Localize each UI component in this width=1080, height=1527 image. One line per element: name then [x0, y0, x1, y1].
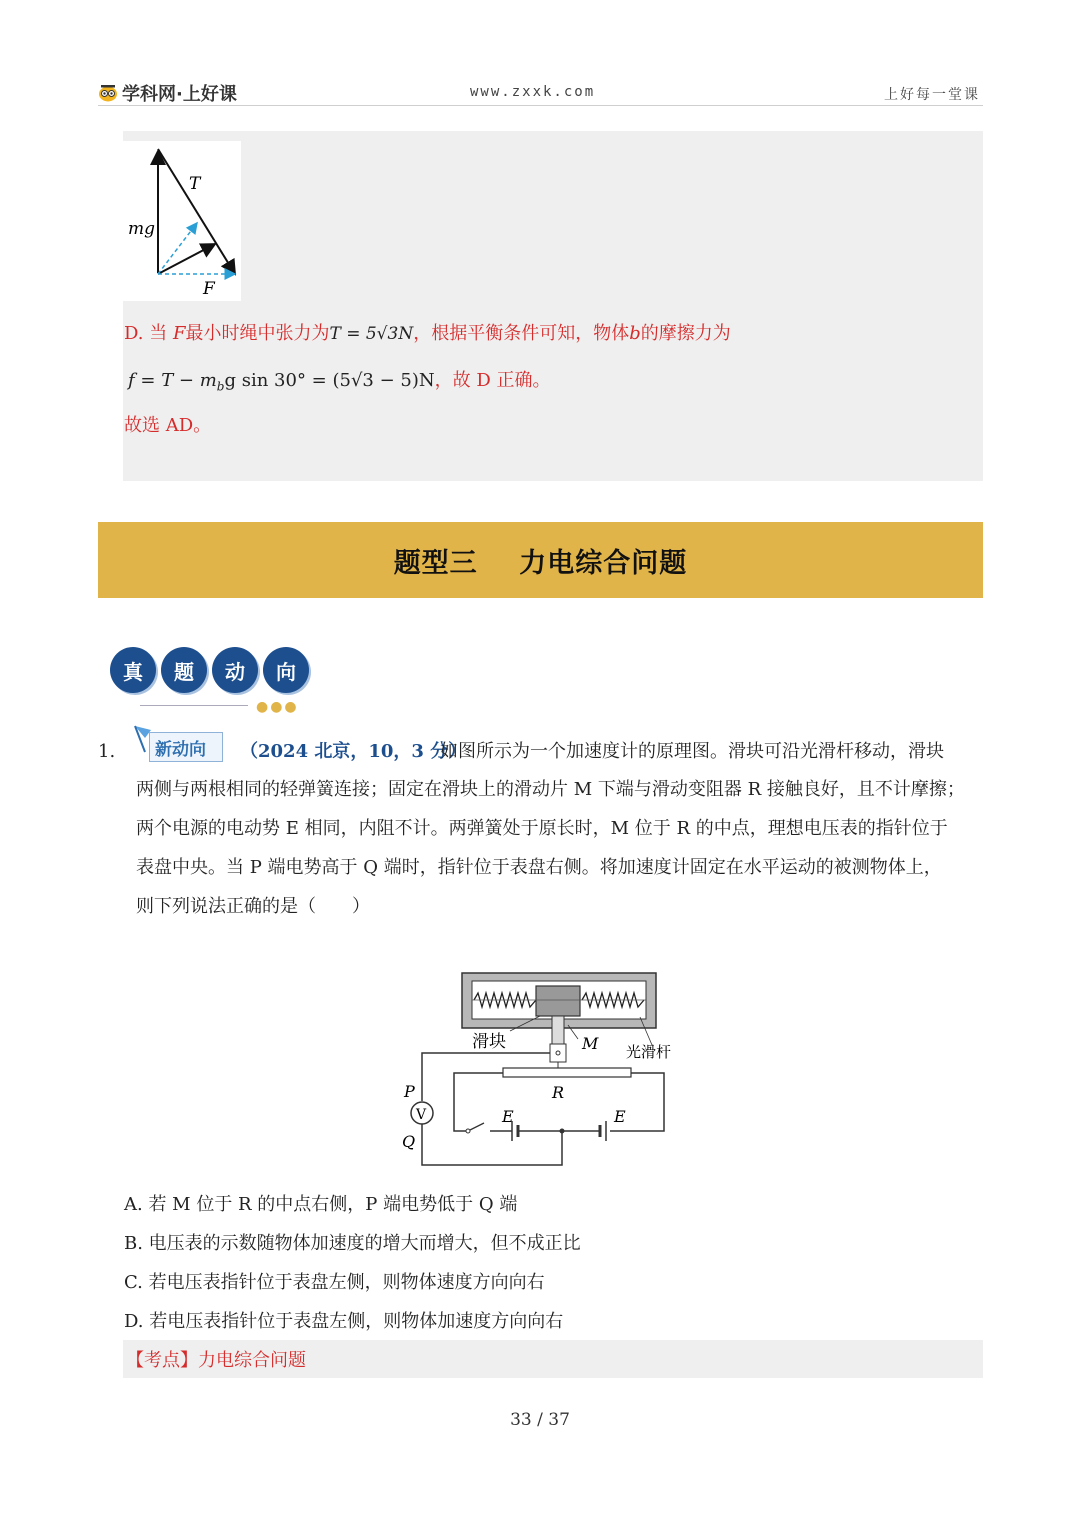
owl-logo-icon	[98, 84, 118, 102]
rod-label: 光滑杆	[626, 1043, 672, 1061]
label-mg: mg	[128, 219, 156, 239]
friction-formula-sub: b	[216, 379, 225, 394]
terminal-P-label: P	[404, 1082, 415, 1101]
question-line-2: 两侧与两根相同的轻弹簧连接；固定在滑块上的滑动片 M 下端与滑动变阻器 R 接触良好，且不计摩擦；	[136, 779, 965, 800]
answer-d-F: F	[172, 323, 186, 344]
option-c[interactable]: C. 若电压表指针位于表盘左侧，则物体速度方向向右	[124, 1272, 545, 1293]
option-b[interactable]: B. 电压表的示数随物体加速度的增大而增大，但不成正比	[124, 1233, 581, 1254]
section-banner	[98, 522, 983, 598]
answer-line-d	[124, 319, 731, 345]
emf-E2-label: E	[614, 1107, 626, 1126]
key-point: 【考点】力电综合问题	[126, 1350, 306, 1371]
voltmeter-V-label: V	[416, 1107, 427, 1123]
answer-conclusion: 故选 AD。	[124, 415, 212, 436]
answer-d-end: 的摩擦力为	[640, 323, 731, 344]
new-trend-tag	[131, 724, 225, 762]
answer-line-friction	[128, 366, 551, 394]
option-d[interactable]: D. 若电压表指针位于表盘左侧，则物体加速度方向向右	[124, 1311, 564, 1332]
answer-d-mid: 最小时绳中张力为	[185, 323, 330, 344]
badge-dots-icon: ●●●	[256, 699, 299, 715]
contact-M-label: M	[582, 1034, 599, 1053]
question-number: 1.	[98, 741, 116, 762]
site-url[interactable]: www.zxxk.com	[470, 84, 596, 100]
badge-dong: 动	[212, 647, 258, 693]
header-divider	[98, 105, 983, 106]
section-title: 题型三 力电综合问题	[393, 547, 688, 579]
badge-xiang: 向	[263, 647, 309, 693]
emf-E1-label: E	[502, 1107, 514, 1126]
friction-formula: f = T − m	[128, 370, 217, 391]
question-line-4: 表盘中央。当 P 端电势高于 Q 端时，指针位于表盘右侧。将加速度计固定在水平运动的被测物体上，	[136, 857, 942, 878]
question-line-1: 如图所示为一个加速度计的原理图。滑块可沿光滑杆移动，滑块	[440, 741, 944, 762]
label-T: T	[189, 174, 201, 194]
header-slogan: 上好每一堂课	[884, 87, 980, 103]
page-number: 33 / 37	[510, 1410, 570, 1430]
resistor-R-label: R	[552, 1083, 565, 1102]
terminal-Q-label: Q	[402, 1132, 416, 1151]
answer-d-suffix: ，根据平衡条件可知，物体	[413, 323, 630, 344]
question-line-5: 则下列说法正确的是（ ）	[136, 896, 370, 917]
friction-suffix: ，故 D 正确。	[434, 370, 551, 391]
label-F: F	[203, 279, 215, 299]
friction-formula-2: g sin 30° = (5√3 − 5)N	[224, 370, 435, 391]
logo-text: 学科网·上好课	[122, 84, 237, 105]
question-line-3: 两个电源的电动势 E 相同，内阻不计。两弹簧处于原长时，M 位于 R 的中点，理想电压表的指针位于	[136, 818, 948, 839]
answer-d-b: b	[629, 323, 641, 344]
accelerometer-circuit-diagram	[390, 965, 690, 1175]
badge-zhen: 真	[110, 647, 156, 693]
answer-d-prefix: D. 当	[124, 323, 168, 344]
slider-label: 滑块	[472, 1032, 506, 1052]
site-logo	[98, 80, 237, 106]
option-a[interactable]: A. 若 M 位于 R 的中点右侧，P 端电势低于 Q 端	[124, 1194, 518, 1215]
answer-box	[123, 131, 983, 481]
new-trend-label: 新动向	[155, 740, 206, 760]
force-triangle-figure	[123, 141, 241, 301]
question-source: （2024 北京，10，3 分）	[240, 741, 467, 762]
badge-ti: 题	[161, 647, 207, 693]
badge-underline	[140, 705, 248, 706]
answer-d-formula: T = 5√3N	[329, 324, 414, 344]
